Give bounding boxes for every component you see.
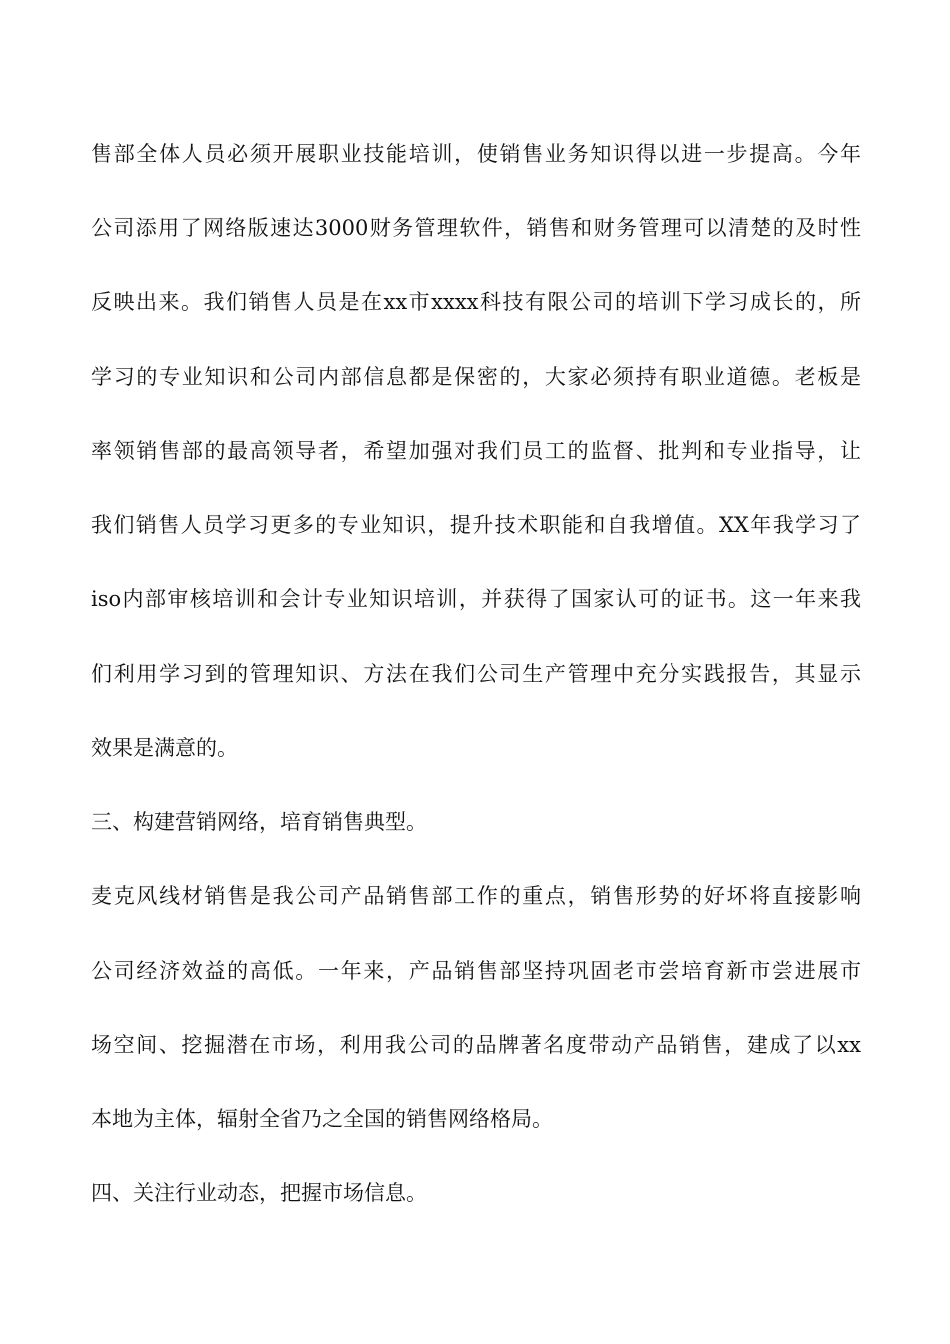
paragraph-line: 麦克风线材销售是我公司产品销售部工作的重点，销售形势的好坏将直接影响 (91, 884, 861, 908)
paragraph-line: 场空间、挖掘潜在市场，利用我公司的品牌著名度带动产品销售，建成了以xx (91, 1033, 861, 1057)
paragraph-line: 公司添用了网络版速达3000财务管理软件，销售和财务管理可以清楚的及时性 (91, 216, 861, 240)
paragraph-line: 我们销售人员学习更多的专业知识，提升技术职能和自我增值。XX年我学习了 (91, 513, 861, 537)
section-heading: 四、关注行业动态，把握市场信息。 (91, 1181, 427, 1205)
paragraph-line: 率领销售部的最高领导者，希望加强对我们员工的监督、批判和专业指导，让 (91, 439, 861, 463)
section-heading: 三、构建营销网络，培育销售典型。 (91, 810, 427, 834)
paragraph-line: 本地为主体，辐射全省乃之全国的销售网络格局。 (91, 1107, 553, 1131)
paragraph-line: 效果是满意的。 (91, 736, 238, 760)
paragraph-line: 公司经济效益的高低。一年来，产品销售部坚持巩固老市尝培育新市尝进展市 (91, 959, 861, 983)
paragraph-line: 们利用学习到的管理知识、方法在我们公司生产管理中充分实践报告，其显示 (91, 662, 861, 686)
paragraph-line: 学习的专业知识和公司内部信息都是保密的，大家必须持有职业道德。老板是 (91, 365, 861, 389)
paragraph-line: iso内部审核培训和会计专业知识培训，并获得了国家认可的证书。这一年来我 (91, 587, 861, 611)
paragraph-line: 售部全体人员必须开展职业技能培训，使销售业务知识得以进一步提高。今年 (91, 142, 861, 166)
paragraph-line: 反映出来。我们销售人员是在xx市xxxx科技有限公司的培训下学习成长的，所 (91, 290, 861, 314)
